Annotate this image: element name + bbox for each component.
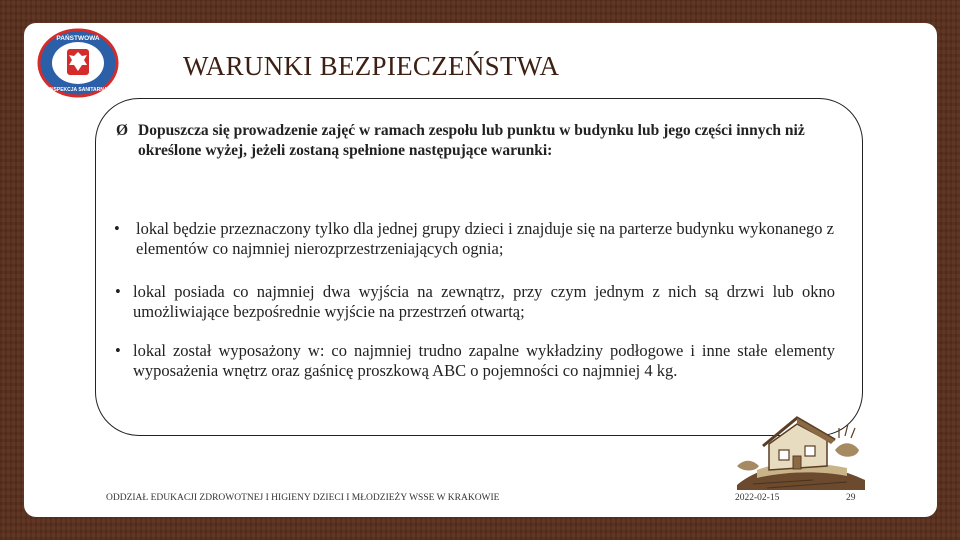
footer-page-number: 29	[846, 493, 856, 503]
bullet-icon: •	[115, 282, 121, 301]
condition-text: lokal posiada co najmniej dwa wyjścia na zewnątrz, przy czym jednym z nich są drzwi lub okno umożliwiające bezpośrednie wyjście na przestrzeń otwartą;	[133, 282, 835, 321]
condition-text: lokal został wyposażony w: co najmniej trudno zapalne wykładziny podłogowe i inne stałe elementy wyposażenia wnętrz oraz gaśnicę proszkową ABC o pojemności co najmniej 4 kg.	[133, 341, 835, 380]
inspection-logo	[36, 27, 120, 99]
condition-item	[115, 341, 835, 381]
condition-item	[115, 282, 835, 322]
intro-paragraph	[116, 121, 846, 161]
arrow-bullet-icon: Ø	[116, 122, 129, 139]
footer-organization: ODDZIAŁ EDUKACJI ZDROWOTNEJ I HIGIENY DZIECI I MŁODZIEŻY WSSE W KRAKOWIE	[106, 493, 500, 503]
logo-top-text: PAŃSTWOWA	[56, 35, 100, 42]
eagle-emblem-icon	[67, 49, 89, 75]
conditions-box	[95, 98, 863, 436]
footer-date: 2022-02-15	[735, 493, 780, 503]
condition-text: lokal będzie przeznaczony tylko dla jednej grupy dzieci i znajduje się na parterze budynku wykonanego z elementów co najmniej nierozprzestrzeniających ognia;	[136, 219, 834, 258]
condition-item	[114, 219, 834, 259]
bullet-icon: •	[115, 341, 121, 360]
slide-title: WARUNKI BEZPIECZEŃSTWA	[183, 51, 560, 81]
bullet-icon: •	[114, 219, 120, 238]
logo-bottom-text: INSPEKCJA SANITARNA	[48, 87, 108, 93]
slide	[24, 23, 937, 517]
intro-text: Dopuszcza się prowadzenie zajęć w ramach zespołu lub punktu w budynku lub jego części innych niż określone wyżej, jeżeli zostaną spełnione następujące warunki:	[138, 122, 805, 159]
house-clipart-icon	[727, 400, 867, 490]
